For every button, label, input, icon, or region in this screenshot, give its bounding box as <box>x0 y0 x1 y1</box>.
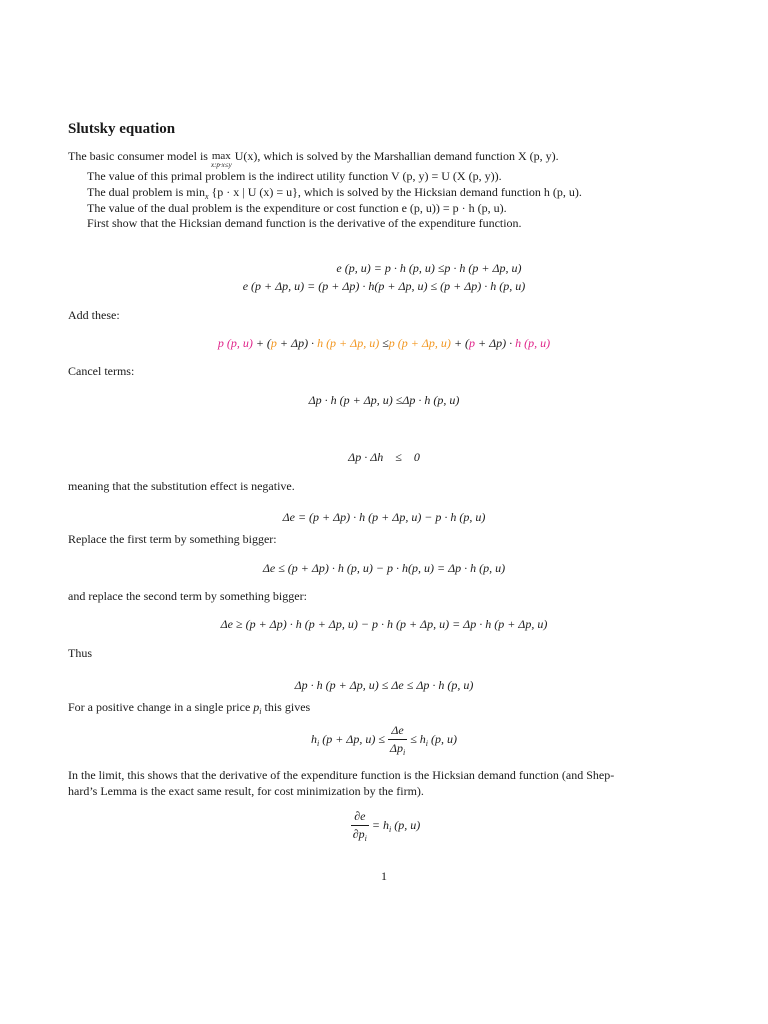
equation-2 <box>0 336 768 351</box>
intro-line-1 <box>68 149 559 167</box>
eq2-term-3: p <box>270 336 277 350</box>
limit-text-line-1: In the limit, this shows that the derivative of the expenditure function is the Hicksian demand function (and Shep- <box>68 768 615 782</box>
max-subscript: x:p·x≤y <box>210 161 232 169</box>
section-title: Slutsky equation <box>68 121 176 137</box>
intro-line-3 <box>87 185 582 201</box>
eq9-den-text: Δp <box>389 741 403 755</box>
replace-first-text: Replace the first term by something bigger: <box>68 532 277 546</box>
eq10-den-text: ∂p <box>352 827 365 841</box>
price-subscript: i <box>259 707 262 716</box>
equation-3: Δp · h (p + Δp, u) ≤Δp · h (p, u) <box>308 393 460 407</box>
eq2-term-1: p (p, u) <box>217 336 253 350</box>
equation-8: Δp · h (p + Δp, u) ≤ Δe ≤ Δp · h (p, u) <box>294 678 474 692</box>
eq9-left: h <box>310 731 317 746</box>
eq9-right-rest: (p, u) <box>428 731 458 746</box>
eq2-term-11: h (p, u) <box>515 336 551 350</box>
intro-line-3-text: The dual problem is min <box>87 185 205 199</box>
eq9-left-sub: i <box>316 738 320 748</box>
page-number: 1 <box>381 869 387 883</box>
equation-1a: e (p, u) = p · h (p, u) ≤p · h (p + Δp, u) <box>336 261 522 275</box>
eq9-right-sub: i <box>425 738 429 748</box>
eq9-den-sub: i <box>402 748 406 757</box>
eq9-numerator: Δe <box>388 723 407 740</box>
equation-4: Δp · Δh ≤ 0 <box>348 450 420 464</box>
eq2-term-6: ≤ <box>379 336 389 350</box>
intro-line-1-text: The basic consumer model is <box>68 149 211 163</box>
eq9-fraction <box>388 723 407 757</box>
equation-6: Δe ≤ (p + Δp) · h (p, u) − p · h(p, u) = Δp · h (p, u) <box>262 561 506 575</box>
eq2-term-2: + ( <box>252 336 271 350</box>
max-operator <box>211 151 232 169</box>
replace-second-text: and replace the second term by something bigger: <box>68 589 307 603</box>
add-these-label: Add these: <box>68 308 120 322</box>
meaning-text: meaning that the substitution effect is negative. <box>68 479 295 493</box>
eq10-den-sub: i <box>364 834 367 843</box>
min-subscript: x <box>204 192 209 201</box>
limit-text-line-2: hard’s Lemma is the exact same result, for cost minimization by the firm). <box>68 784 424 798</box>
positive-change-text <box>68 700 310 716</box>
equation-7: Δe ≥ (p + Δp) · h (p + Δp, u) − p · h (p + Δp, u) = Δp · h (p + Δp, u) <box>220 617 548 631</box>
eq2-term-10: + Δp) · <box>475 336 516 350</box>
positive-change-post: this gives <box>261 700 311 714</box>
eq2-term-7: p (p + Δp, u) <box>388 336 451 350</box>
intro-line-1-post: U(x), which is solved by the Marshallian demand function X (p, y). <box>231 149 559 163</box>
eq10-fraction <box>351 809 369 843</box>
equation-10 <box>0 809 768 843</box>
eq2-term-4: + Δp) · <box>276 336 318 350</box>
cancel-terms-label: Cancel terms: <box>68 364 135 378</box>
eq10-denominator <box>351 826 369 843</box>
eq10-rest-pre: = h <box>371 817 390 832</box>
eq2-term-5: h (p + Δp, u) <box>317 336 380 350</box>
equation-1b: e (p + Δp, u) = (p + Δp) · h(p + Δp, u) ≤ (p + Δp) · h (p, u) <box>242 279 526 293</box>
intro-line-3-post: {p · x | U (x) = u}, which is solved by the Hicksian demand function h (p, u). <box>208 185 582 199</box>
eq9-left-rest: (p + Δp, u) ≤ <box>319 731 385 746</box>
price-variable: p <box>253 700 260 714</box>
eq10-numerator: ∂e <box>351 809 369 826</box>
positive-change-pre: For a positive change in a single price <box>68 700 254 714</box>
eq10-rest-sub: i <box>389 824 392 834</box>
eq9-right-pre: ≤ h <box>410 731 426 746</box>
eq2-term-8: + ( <box>450 336 470 350</box>
equation-9 <box>0 723 768 757</box>
max-label: max <box>211 150 231 162</box>
intro-line-2: The value of this primal problem is the indirect utility function V (p, y) = U (X (p, y)). <box>87 169 502 183</box>
thus-text: Thus <box>68 646 92 660</box>
equation-5: Δe = (p + Δp) · h (p + Δp, u) − p · h (p, u) <box>282 510 486 524</box>
intro-line-4: The value of the dual problem is the expenditure or cost function e (p, u)) = p · h (p, u). <box>87 201 507 215</box>
eq10-rest: (p, u) <box>391 817 421 832</box>
intro-line-5: First show that the Hicksian demand function is the derivative of the expenditure function. <box>87 216 522 230</box>
eq2-term-9: p <box>469 336 476 350</box>
eq9-denominator <box>388 740 407 757</box>
